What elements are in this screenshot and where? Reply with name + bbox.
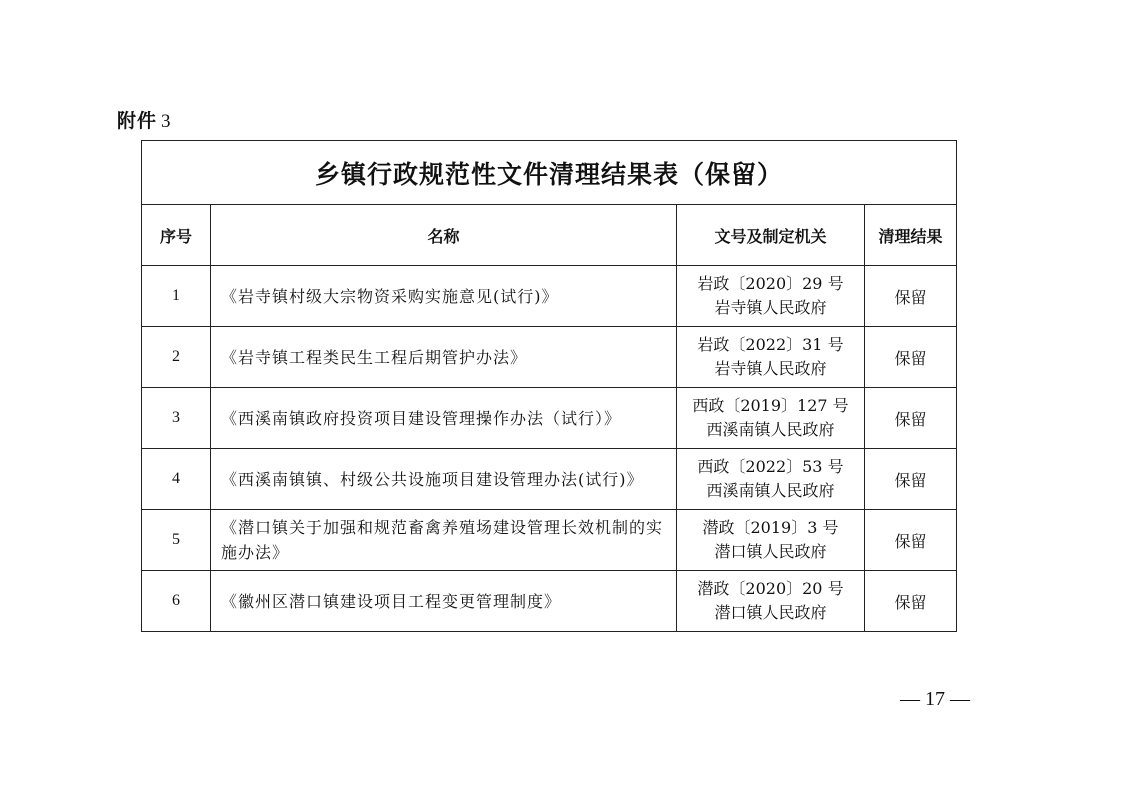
table-row bbox=[142, 327, 957, 388]
row-name: 《西溪南镇政府投资项目建设管理操作办法（试行）》 bbox=[211, 388, 677, 449]
row-result: 保留 bbox=[865, 571, 957, 632]
attachment-text: 附件 bbox=[117, 110, 158, 132]
table-row bbox=[142, 510, 957, 571]
row-index: 6 bbox=[142, 571, 211, 632]
row-agency: 潜口镇人民政府 bbox=[714, 542, 827, 561]
row-doc-no: 西政〔2022〕53 号 bbox=[697, 457, 844, 476]
header-name: 名称 bbox=[211, 205, 677, 266]
table-row bbox=[142, 571, 957, 632]
row-result: 保留 bbox=[865, 510, 957, 571]
row-index: 2 bbox=[142, 327, 211, 388]
attachment-number: 3 bbox=[161, 111, 172, 132]
row-doc bbox=[677, 449, 865, 510]
header-index: 序号 bbox=[142, 205, 211, 266]
row-agency: 岩寺镇人民政府 bbox=[714, 298, 827, 317]
table-row bbox=[142, 449, 957, 510]
table-row bbox=[142, 388, 957, 449]
row-result: 保留 bbox=[865, 266, 957, 327]
results-table bbox=[141, 140, 957, 632]
table-title-row bbox=[142, 141, 957, 205]
row-doc bbox=[677, 571, 865, 632]
table-title: 乡镇行政规范性文件清理结果表（保留） bbox=[142, 141, 957, 205]
row-result: 保留 bbox=[865, 388, 957, 449]
row-name: 《岩寺镇村级大宗物资采购实施意见(试行)》 bbox=[211, 266, 677, 327]
row-name: 《潜口镇关于加强和规范畜禽养殖场建设管理长效机制的实施办法》 bbox=[211, 510, 677, 571]
row-index: 4 bbox=[142, 449, 211, 510]
row-doc bbox=[677, 510, 865, 571]
row-doc-no: 潜政〔2019〕3 号 bbox=[702, 518, 839, 537]
row-agency: 西溪南镇人民政府 bbox=[706, 420, 835, 439]
header-doc-no: 文号及制定机关 bbox=[677, 205, 865, 266]
row-index: 3 bbox=[142, 388, 211, 449]
row-name: 《徽州区潜口镇建设项目工程变更管理制度》 bbox=[211, 571, 677, 632]
row-agency: 潜口镇人民政府 bbox=[714, 603, 827, 622]
header-result: 清理结果 bbox=[865, 205, 957, 266]
row-doc-no: 岩政〔2020〕29 号 bbox=[697, 274, 844, 293]
attachment-label bbox=[117, 106, 172, 133]
row-result: 保留 bbox=[865, 449, 957, 510]
row-agency: 岩寺镇人民政府 bbox=[714, 359, 827, 378]
table-header-row bbox=[142, 205, 957, 266]
row-doc-no: 西政〔2019〕127 号 bbox=[692, 396, 849, 415]
row-doc bbox=[677, 266, 865, 327]
row-index: 5 bbox=[142, 510, 211, 571]
row-doc bbox=[677, 388, 865, 449]
row-doc bbox=[677, 327, 865, 388]
table-row bbox=[142, 266, 957, 327]
page-number: — 17 — bbox=[900, 688, 970, 710]
row-doc-no: 岩政〔2022〕31 号 bbox=[697, 335, 844, 354]
row-name: 《西溪南镇镇、村级公共设施项目建设管理办法(试行)》 bbox=[211, 449, 677, 510]
row-doc-no: 潜政〔2020〕20 号 bbox=[697, 579, 844, 598]
row-agency: 西溪南镇人民政府 bbox=[706, 481, 835, 500]
row-index: 1 bbox=[142, 266, 211, 327]
row-name: 《岩寺镇工程类民生工程后期管护办法》 bbox=[211, 327, 677, 388]
row-result: 保留 bbox=[865, 327, 957, 388]
